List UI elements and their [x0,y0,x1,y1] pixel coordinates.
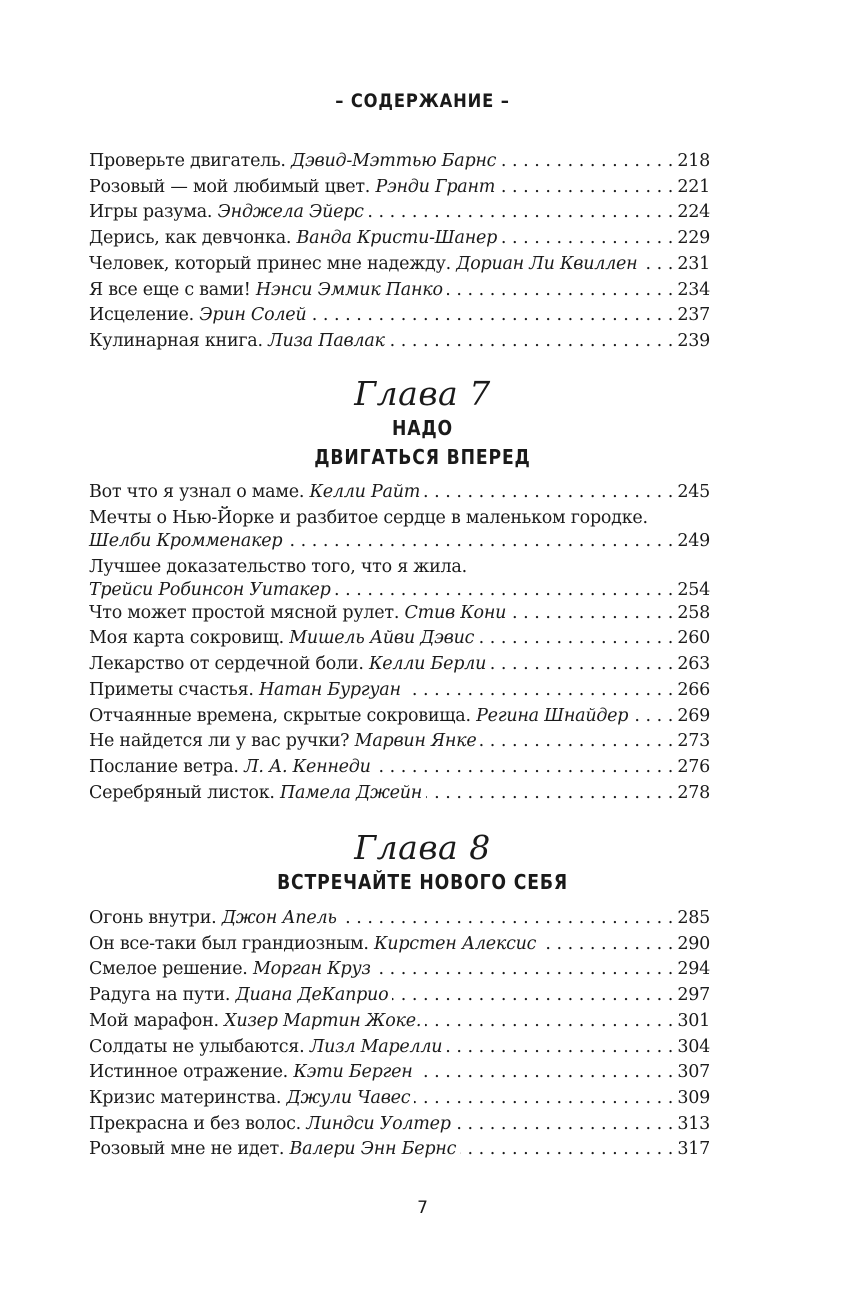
toc-entry: Исцеление. Эрин Солей . . . 237 [89,303,710,329]
toc-section-chapter-7 [89,480,710,806]
chapter-7-heading [0,374,845,472]
toc-entry: Вот что я узнал о маме. Келли Райт . . . 245 [89,480,710,506]
toc-entry: Истинное отражение. Кэти Берген . . . 307 [89,1060,710,1086]
toc-entry: Он все-таки был грандиозным. Кирстен Алексис . . . 290 [89,932,710,958]
toc-section-chapter-8 [89,906,710,1163]
toc-entry: Дерись, как девчонка. Ванда Кристи-Шанер . . . 229 [89,226,710,252]
toc-entry: Прекрасна и без волос. Линдси Уолтер . . . 313 [89,1112,710,1138]
toc-entry: Огонь внутри. Джон Апель . . . 285 [89,906,710,932]
toc-entry: Серебряный листок. Памела Джейн . . . 278 [89,781,710,807]
toc-entry: Игры разума. Энджела Эйерс . . . 224 [89,200,710,226]
chapter-title: НАДО [391,416,454,440]
toc-entry: Послание ветра. Л. А. Кеннеди . . . 276 [89,755,710,781]
toc-entry: Что может простой мясной рулет. Стив Кони . . . 258 [89,601,710,627]
toc-entry: Человек, который принес мне надежду. Дориан Ли Квиллен . . . 231 [89,252,710,278]
toc-entry-two-line: Мечты о Нью-Йорке и разбитое сердце в маленьком городке. Шелби Кромменакер . . . 249 [89,506,710,552]
toc-entry: Розовый мне не идет. Валери Энн Бернс . . . 317 [89,1137,710,1163]
toc-entry: Солдаты не улыбаются. Лизл Марелли . . . 304 [89,1035,710,1061]
running-head: – СОДЕРЖАНИЕ – [335,90,510,112]
page-number: 7 [417,1198,428,1218]
chapter-title: ВСТРЕЧАЙТЕ НОВОГО СЕБЯ [277,870,568,894]
toc-entry-two-line: Лучшее доказательство того, что я жила. Трейси Робинсон Уитакер . . . 254 [89,555,710,601]
chapter-8-heading [0,828,845,897]
toc-section-previous [89,149,710,355]
toc-entry: Отчаянные времена, скрытые сокровища. Регина Шнайдер . . . 269 [89,704,710,730]
toc-entry: Смелое решение. Морган Круз . . . 294 [89,957,710,983]
chapter-label: Глава 7 [354,374,491,413]
toc-entry: Я все еще с вами! Нэнси Эммик Панко . . . 234 [89,278,710,304]
chapter-title: ДВИГАТЬСЯ ВПЕРЕД [314,445,531,469]
chapter-label: Глава 8 [354,828,491,867]
toc-entry: Лекарство от сердечной боли. Келли Берли . . . 263 [89,652,710,678]
toc-entry: Моя карта сокровищ. Мишель Айви Дэвис . . . 260 [89,626,710,652]
toc-entry: Кризис материнства. Джули Чавес . . . 309 [89,1086,710,1112]
toc-entry: Розовый — мой любимый цвет. Рэнди Грант . . . 221 [89,175,710,201]
toc-entry: Радуга на пути. Диана ДеКаприо . . . 297 [89,983,710,1009]
toc-entry: Проверьте двигатель. Дэвид-Мэттью Барнс . . . 218 [89,149,710,175]
toc-entry: Не найдется ли у вас ручки? Марвин Янке . . . 273 [89,729,710,755]
toc-entry: Мой марафон. Хизер Мартин Жоке. . . . 301 [89,1009,710,1035]
toc-entry: Приметы счастья. Натан Бургуан . . . 266 [89,678,710,704]
toc-entry: Кулинарная книга. Лиза Павлак . . . 239 [89,329,710,355]
